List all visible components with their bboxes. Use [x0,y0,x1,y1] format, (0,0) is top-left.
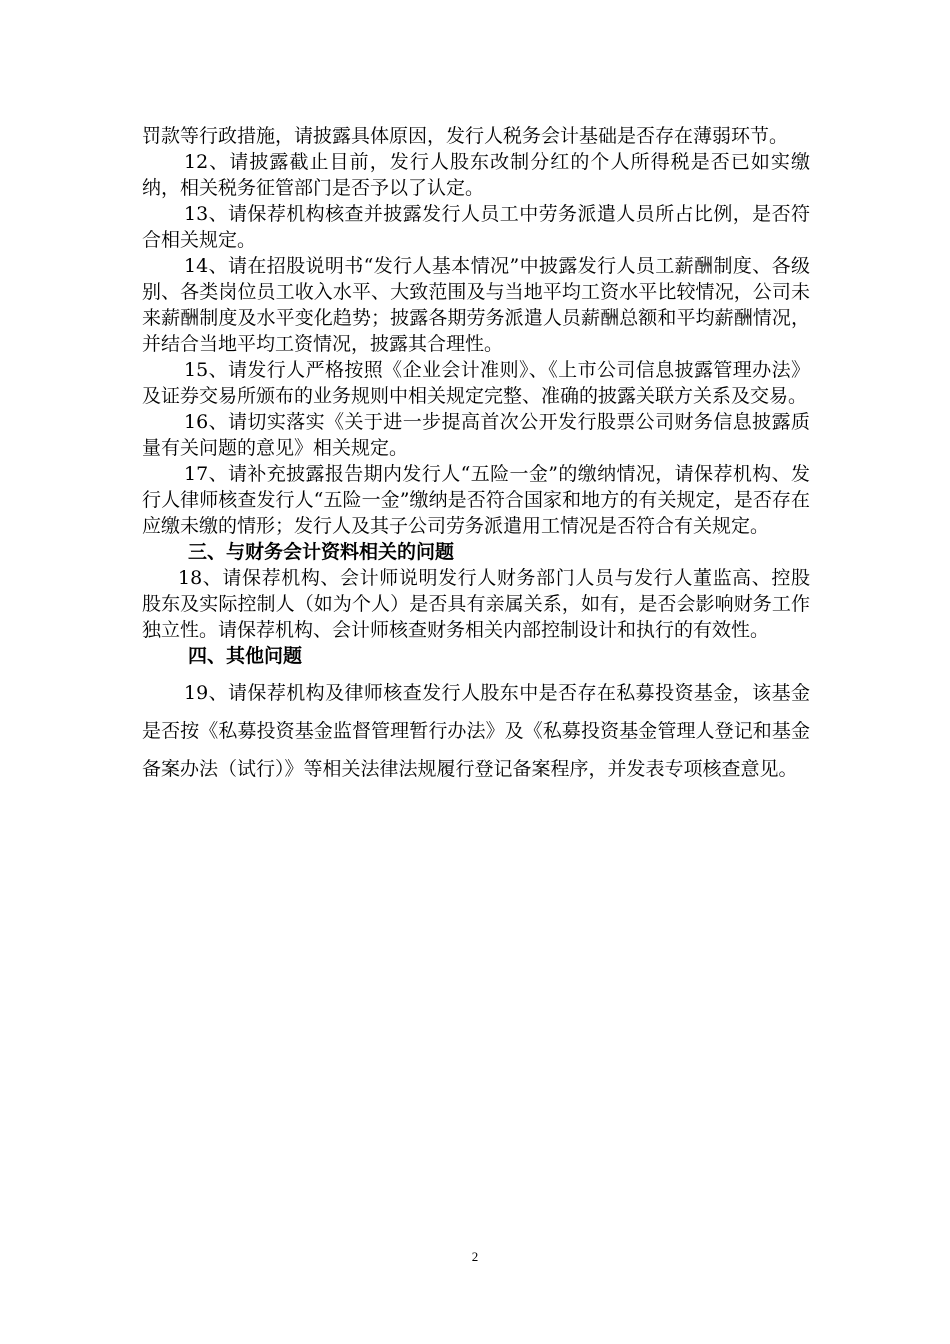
paragraph-19: 19、请保荐机构及律师核查发行人股东中是否存在私募投资基金，该基金是否按《私募投资基金监督管理暂行办法》及《私募投资基金管理人登记和基金备案办法（试行）》等相关法律法规履行登记备案程序，并发表专项核查意见。 [142,682,810,780]
paragraph-14: 14、请在招股说明书“发行人基本情况”中披露发行人员工薪酬制度、各级别、各类岗位员工收入水平、大致范围及与当地平均工资水平比较情况，公司未来薪酬制度及水平变化趋势；披露各期劳务派遣人员薪酬总额和平均薪酬情况，并结合当地平均工资情况，披露其合理性。 [142,255,810,355]
paragraph-16: 16、请切实落实《关于进一步提高首次公开发行股票公司财务信息披露质量有关问题的意见》相关规定。 [142,411,810,459]
section-heading-3: 三、与财务会计资料相关的问题 [188,541,455,563]
paragraph-18: 18、请保荐机构、会计师说明发行人财务部门人员与发行人董监高、控股股东及实际控制人（如为个人）是否具有亲属关系，如有，是否会影响财务工作独立性。请保荐机构、会计师核查财务相关内部控制设计和执行的有效性。 [142,567,810,641]
paragraph-continued: 罚款等行政措施，请披露具体原因，发行人税务会计基础是否存在薄弱环节。 [142,125,789,147]
paragraph-12: 12、请披露截止目前，发行人股东改制分红的个人所得税是否已如实缴纳，相关税务征管部门是否予以了认定。 [142,151,810,199]
page-number: 2 [471,1249,479,1264]
paragraph-15: 15、请发行人严格按照《企业会计准则》、《上市公司信息披露管理办法》及证券交易所颁布的业务规则中相关规定完整、准确的披露关联方关系及交易。 [142,359,810,407]
document-body [142,123,810,788]
paragraph-17: 17、请补充披露报告期内发行人“五险一金”的缴纳情况，请保荐机构、发行人律师核查发行人“五险一金”缴纳是否符合国家和地方的有关规定，是否存在应缴未缴的情形；发行人及其子公司劳务派遣用工情况是否符合有关规定。 [142,463,810,537]
paragraph-13: 13、请保荐机构核查并披露发行人员工中劳务派遣人员所占比例，是否符合相关规定。 [142,203,810,251]
section-heading-4: 四、其他问题 [188,645,303,667]
